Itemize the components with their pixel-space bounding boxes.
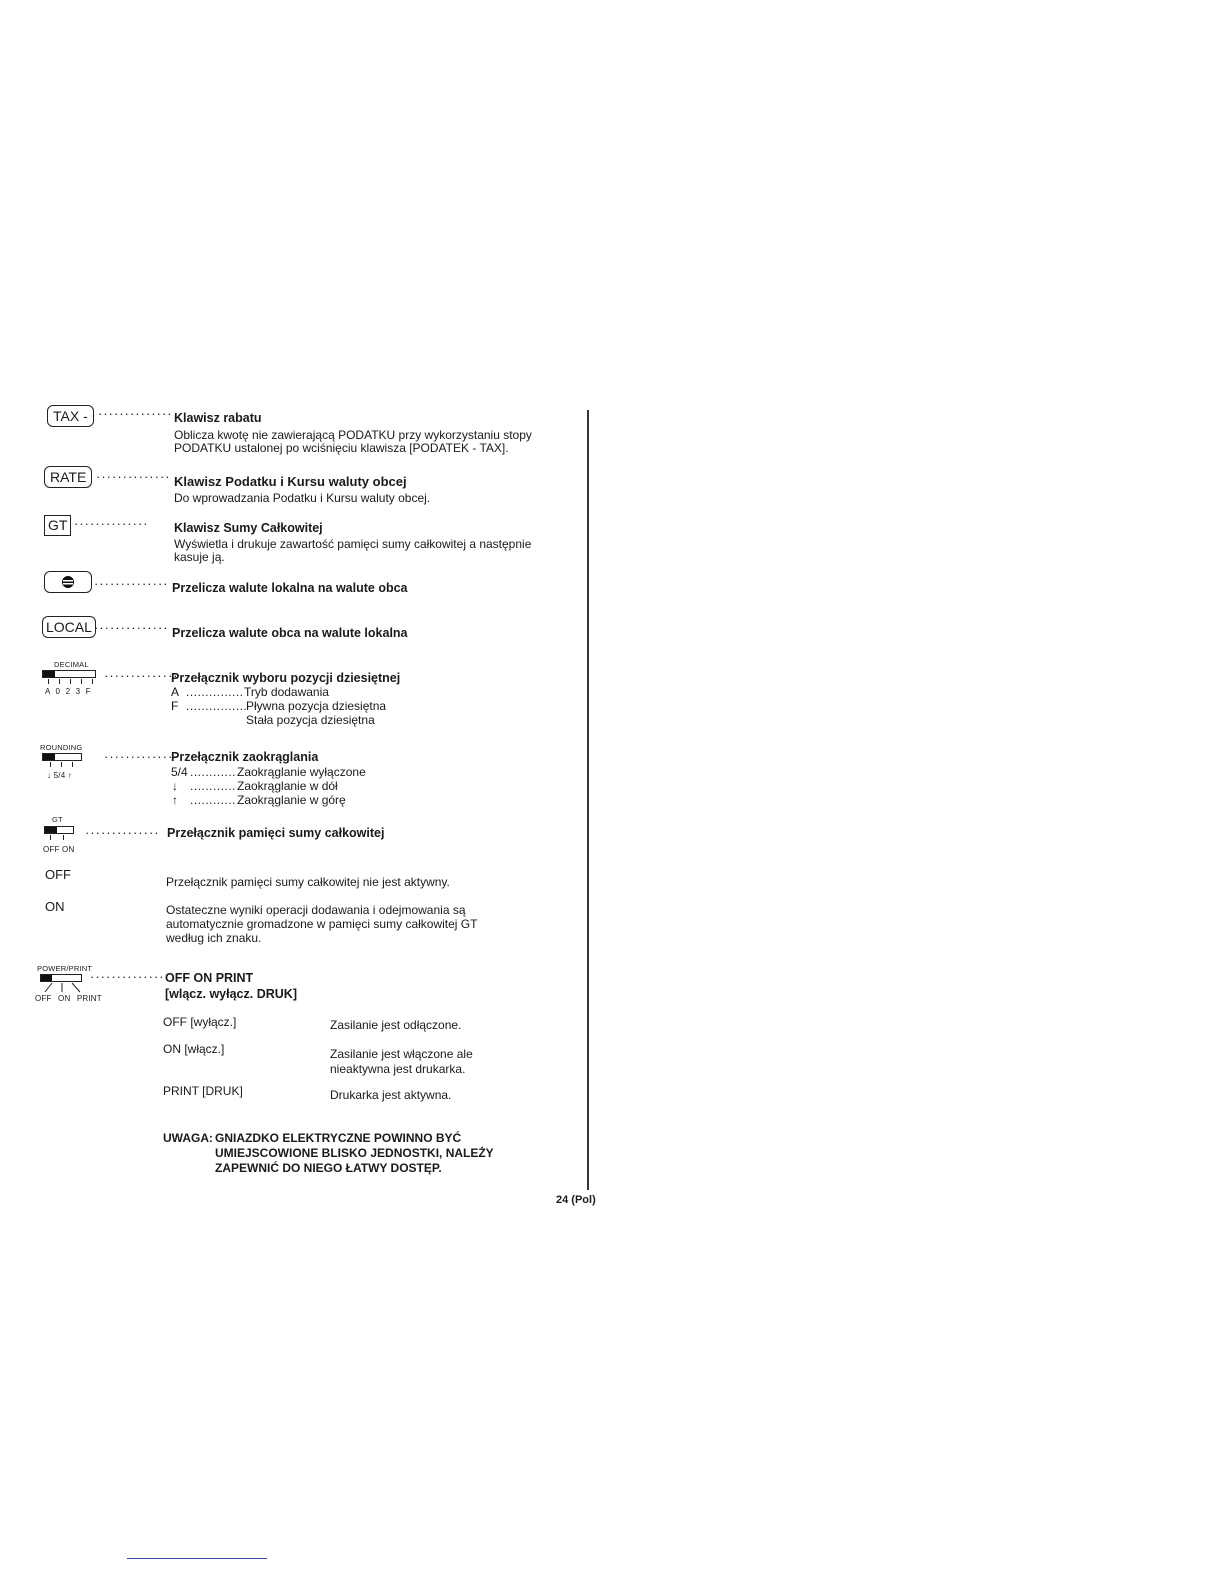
power-switch-positions: OFF ON PRINT: [35, 994, 102, 1003]
rounding-row-1-dots: ............: [190, 765, 237, 779]
gt-line-2: kasuje ją.: [174, 550, 225, 564]
rounding-switch-positions: ↓ 5/4 ↑: [47, 771, 72, 780]
gt-mode-off: OFF: [45, 867, 71, 882]
leader-dots: ··············: [94, 576, 169, 591]
warning-line-2: UMIEJSCOWIONE BLISKO JEDNOSTKI, NALEŻY: [215, 1146, 494, 1160]
warning-label: UWAGA:: [163, 1131, 213, 1145]
tick: [81, 679, 82, 684]
gt-switch-label: GT: [52, 815, 63, 824]
page-number: 24 (Pol): [556, 1194, 596, 1206]
rate-line-1: Do wprowadzania Podatku i Kursu waluty obcej.: [174, 491, 431, 505]
power-switch-pointers-icon: [40, 982, 90, 994]
bottom-rule: [127, 1558, 267, 1559]
local-title: Przelicza walute obca na walute lokalna: [172, 626, 408, 640]
decimal-extra: Stała pozycja dziesiętna: [246, 713, 375, 727]
tick: [48, 679, 49, 684]
gt-title: Klawisz Sumy Całkowitej: [174, 521, 323, 535]
power-subtitle: [wlącz. wyłącz. DRUK]: [165, 987, 297, 1001]
rounding-switch-label: ROUNDING: [40, 743, 83, 752]
gt-mode-on-line-2: automatycznie gromadzone w pamięci sumy całkowitej GT: [166, 917, 478, 931]
tick: [59, 679, 60, 684]
gt-key-icon: GT: [44, 515, 71, 536]
decimal-row-f-key: F: [171, 699, 179, 713]
power-row-on-value-1: Zasilanie jest włączone ale: [330, 1047, 473, 1061]
decimal-switch-positions: A 0 2 3 F: [45, 687, 91, 696]
power-row-off-key: OFF [wyłącz.]: [163, 1015, 237, 1029]
rounding-row-2-value: Zaokrąglanie w dół: [237, 779, 338, 793]
tick: [72, 762, 73, 767]
gt-mode-on-line-1: Ostateczne wyniki operacji dodawania i odejmowania są: [166, 903, 466, 917]
rounding-switch-icon: [42, 753, 82, 761]
tax-minus-title: Klawisz rabatu: [174, 411, 262, 425]
gt-switch-title: Przełącznik pamięci sumy całkowitej: [167, 826, 385, 840]
power-row-on-value-2: nieaktywna jest drukarka.: [330, 1062, 466, 1076]
gt-mode-on: ON: [45, 899, 65, 914]
leader-dots: ··············: [85, 825, 160, 840]
gt-mode-off-line-1: Przełącznik pamięci sumy całkowitej nie jest aktywny.: [166, 875, 450, 889]
power-row-off-value: Zasilanie jest odłączone.: [330, 1018, 462, 1032]
decimal-row-f-value: Pływna pozycja dziesiętna: [246, 699, 387, 713]
tax-minus-line-1: Oblicza kwotę nie zawierającą PODATKU przy wykorzystaniu stopy: [174, 428, 532, 442]
tick: [63, 835, 64, 840]
decimal-switch-label: DECIMAL: [54, 660, 89, 669]
tick: [70, 679, 71, 684]
power-title: OFF ON PRINT: [165, 971, 254, 985]
leader-dots: ··············: [96, 469, 171, 484]
tick: [50, 762, 51, 767]
leader-dots: ··············: [104, 668, 179, 683]
gt-switch-icon: [44, 826, 74, 834]
warning-line-1: GNIAZDKO ELEKTRYCZNE POWINNO BYĆ: [215, 1131, 462, 1145]
tax-minus-line-2: PODATKU ustalonej po wciśnięciu klawisza [PODATEK - TAX].: [174, 441, 509, 455]
rounding-row-1-value: Zaokrąglanie wyłączone: [237, 765, 366, 779]
local-key-icon: LOCAL: [42, 616, 96, 638]
leader-dots: ··············: [74, 516, 149, 531]
decimal-row-a-key: A: [171, 685, 180, 699]
tick: [92, 679, 93, 684]
foreign-currency-key-icon: [44, 571, 92, 593]
leader-dots: ··············: [90, 969, 165, 984]
power-switch-icon: [40, 974, 82, 982]
decimal-row-a-dots: ...............: [186, 685, 244, 699]
foreign-title: Przelicza walute lokalna na walute obca: [172, 581, 408, 595]
rate-key-icon: RATE: [44, 466, 92, 488]
decimal-title: Przełącznik wyboru pozycji dziesiętnej: [171, 671, 401, 685]
currency-glyph-icon: [50, 572, 86, 592]
rounding-row-3-value: Zaokrąglanie w górę: [237, 793, 346, 807]
gt-mode-on-line-3: według ich znaku.: [166, 931, 262, 945]
tax-minus-key-icon: TAX -: [47, 405, 94, 427]
gt-switch-positions: OFF ON: [43, 845, 75, 854]
rounding-row-2-dots: ............: [190, 779, 237, 793]
rate-title: Klawisz Podatku i Kursu waluty obcej: [174, 474, 407, 489]
rounding-row-2-key: ↓: [172, 779, 178, 793]
warning-line-3: ZAPEWNIĆ DO NIEGO ŁATWY DOSTĘP.: [215, 1161, 442, 1175]
tick: [61, 762, 62, 767]
decimal-switch-icon: [42, 670, 96, 678]
leader-dots: ··············: [94, 620, 169, 635]
leader-dots: ··············: [104, 749, 179, 764]
power-row-print-value: Drukarka jest aktywna.: [330, 1088, 452, 1102]
power-switch-label: POWER/PRINT: [37, 964, 93, 973]
rounding-row-3-dots: ............: [190, 793, 237, 807]
decimal-row-f-dots: ................: [186, 699, 248, 713]
rounding-row-3-key: ↑: [172, 793, 178, 807]
rounding-row-1-key: 5/4: [171, 765, 188, 779]
gt-line-1: Wyświetla i drukuje zawartość pamięci sumy całkowitej a następnie: [174, 537, 532, 551]
column-divider: [587, 410, 589, 1190]
power-row-on-key: ON [włącz.]: [163, 1042, 225, 1056]
tick: [50, 835, 51, 840]
leader-dots: ··············: [98, 406, 173, 421]
rounding-title: Przełącznik zaokrąglania: [171, 750, 319, 764]
power-row-print-key: PRINT [DRUK]: [163, 1084, 243, 1098]
decimal-row-a-value: Tryb dodawania: [244, 685, 329, 699]
